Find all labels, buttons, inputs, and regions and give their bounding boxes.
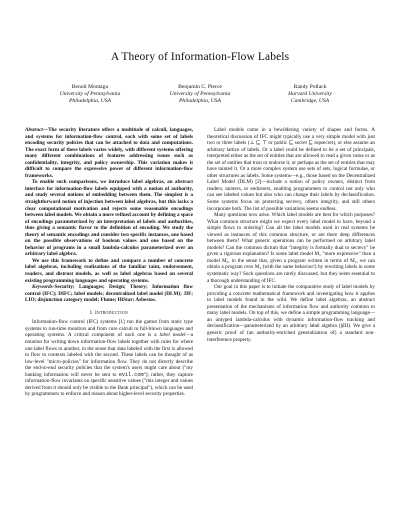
intro-term: label model <box>159 332 186 339</box>
author-name: Benjamin C. Pierce <box>178 84 222 90</box>
abstract-paragraph-3: We use this framework to define and compare a number of concrete label algebras, including realizations of the familiar taint, endorsement, readers, and distrust models, as well as label algebras based on several existing programming languages and operating systems. <box>25 257 193 284</box>
author-name: Randy Pollack <box>293 84 327 90</box>
keywords-lead: Keywords <box>32 284 53 291</box>
author-location: Philadelphia, USA <box>69 98 111 105</box>
author-1 <box>30 84 150 106</box>
intro-paragraph <box>25 319 193 398</box>
abstract-paragraph-2: To enable such comparisons, we introduce label algebras, an abstract interface for information-flow labels equipped with a notion of authority, and study several notions of embedding between them. The simplest is a straightforward notion of injection between label algebras, but this lacks a clear computational motivation and rejects some reasonable encodings between label models. We obtain a more refined account by defining a space of encodings parameterized by an interpretation of labels and authorities, thus giving a semantic flavor to the definition of encoding. We study the theory of semantic encodings and consider two specific instances, one based on the possible observations of boolean values and one based on the behavior of programs in a small lambda-calculus parameterized over an arbitrary label algebra. <box>25 179 193 258</box>
keywords-text: -Security; Languages; Design; Theory; Information flow control (IFC); DIFC; label models; decentralized label model (DLM); JIF; LIO; disjunction category model; Flume; HiStar; Asbestos. <box>25 284 193 304</box>
left-column <box>25 127 193 398</box>
author-affiliation: Harvard University <box>288 91 332 98</box>
paper-title: A Theory of Information-Flow Labels <box>110 51 290 63</box>
keywords-paragraph <box>25 284 193 304</box>
abstract-lead: Abstract <box>25 127 43 133</box>
author-name: Benoît Montagu <box>71 84 109 90</box>
author-2 <box>140 84 260 106</box>
author-location: Philadelphia, USA <box>179 98 221 105</box>
author-affiliation: University of Pennsylvania <box>169 91 231 98</box>
intro-url: evil.com <box>118 371 144 378</box>
intro-text-c: "); rather, they capture information-flow invariants on specific sensitive values ("this integer and values derived from it should only be visible to the Bank principal"), which can be used by programmers to enforce and reason about higher-level security properties. <box>25 371 193 398</box>
author-3 <box>250 84 370 106</box>
body-paragraph-1: Label models come in a bewildering variety of shapes and forms. A theoretical discussion of IFC might typically use a very simple model with just two or three labels (⊥ ⊑ ⊤ or public ⊑ secret ⊑ topsecret), or else assume an arbitrary lattice of labels. Or a label could be defined to be a set of principals, interpreted either as the set of entities that are allowed to read a given value or as the set of entities that trust or endorse it, or perhaps as the set of entities that may have tainted it. Or a more complex system use sets of sets, logical formulae, or other structures as labels. Some systems—e.g., those based on the Decentralized Label Model (DLM) [2]—include a notion of policy owners, distinct from readers, tainters, or endorsers, enabling programmers to control not only who can see labeled values but also who can change their labels by declassification. Some systems focus on protecting secrecy, others integrity, and still others incorporate both. The list of possible variations seems endless. <box>207 127 375 212</box>
right-column <box>207 127 375 343</box>
author-affiliation: University of Pennsylvania <box>59 91 121 98</box>
section-heading: I. Introduction <box>90 309 128 316</box>
intro-text-a: Information-flow control (IFC) systems [1] run the gamut from static type systems to run-time monitors and from core calculi to full-blown languages and operating systems. A critical component of each one is a <box>25 319 193 339</box>
abstract-text: —The security literature offers a multitude of calculi, languages, and systems for information-flow control, each with some set of labels encoding security policies that can be attached to data and computations. The exact form of these labels varies widely, with different systems offering many different combinations of features addressing issues such as confidentiality, integrity, and policy ownership. This variation makes it difficult to compare the expressive power of different information-flow frameworks. <box>25 127 193 179</box>
body-paragraph-2: Many questions now arise. Which label models are best for which purposes? What common structure might we expect every label model to have, beyond a simple flows to ordering? Can all the label models used in real systems be viewed as instances of this common structure, or are there deep differences between them? What generic operations can be performed on arbitrary label models? Can the common dictum that "integrity is formally dual to secrecy" be given a rigorous explanation? Is some label model M₁ "more expressive" than a model M₂, in the sense that, given a program written in terms of M₁, we can obtain a program over M₂ (with the same behavior!) by rewriting labels in some systematic way? Such questions are rarely discussed, but they seem essential to a thorough understanding of IFC. <box>207 212 375 284</box>
author-location: Cambridge, USA <box>290 98 330 105</box>
abstract-paragraph <box>25 127 193 179</box>
body-paragraph-3: Our goal in this paper is to initiate the comparative study of label models by providing a concrete mathematical framework and investigating how it applies to label models found in the wild. We define label algebras, an abstract presentation of the mechanisms of information flow and authority common to many label models. On top of this, we define a simple programming language—an untyped lambda-calculus with dynamic information-flow tracking and declassification—parameterized by an arbitrary label algebra (§III). We give a generic proof of (an authority-enriched generalization of) a standard non-interference property. <box>207 284 375 343</box>
intro-text-b: —a notation for writing down information-flow labels together with rules for where one label flows to another, in the sense that data labeled with the first is allowed to flow to contexts labeled with the second. These labels can be thought of as low-level "micro-policies" for information flow. They do not directly describe the end-to-end security policies that the system's users might care about ("my banking information will never be sent to <box>25 332 193 378</box>
